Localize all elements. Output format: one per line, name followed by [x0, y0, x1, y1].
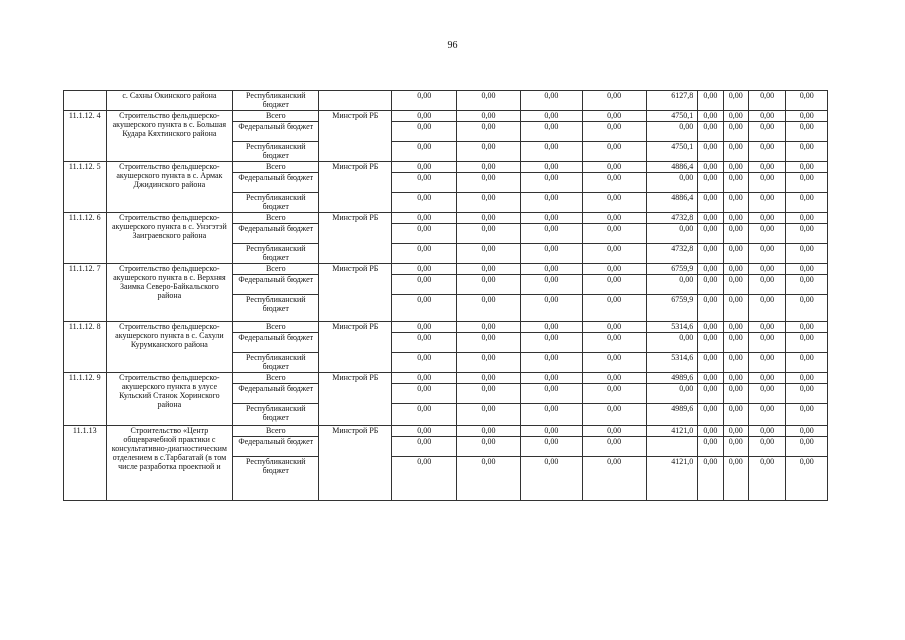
cell-value: 0,00: [392, 384, 457, 404]
cell-code: 11.1.12. 6: [64, 213, 107, 264]
cell-value: 0,00: [582, 91, 646, 111]
cell-value: 0,00: [582, 173, 646, 193]
cell-value: 0,00: [392, 142, 457, 162]
cell-value: 4121,0: [646, 457, 698, 501]
cell-value: 0,00: [698, 457, 723, 501]
cell-value: 0,00: [748, 373, 785, 384]
cell-code: 11.1.13: [64, 426, 107, 501]
cell-value: 0,00: [582, 457, 646, 501]
cell-value: 0,00: [392, 426, 457, 437]
cell-value: 0,00: [723, 426, 748, 437]
cell-executor: Минстрой РБ: [319, 264, 392, 322]
cell-value: 0,00: [698, 426, 723, 437]
cell-value: 0,00: [698, 142, 723, 162]
cell-value: 0,00: [698, 122, 723, 142]
cell-value: 0,00: [392, 353, 457, 373]
cell-executor: Минстрой РБ: [319, 162, 392, 213]
cell-name: Строительство фельдшерско-акушерского пункта в с. Большая Кудара Кяхтинского района: [106, 111, 233, 162]
cell-value: 0,00: [748, 91, 785, 111]
cell-value: 0,00: [723, 91, 748, 111]
cell-value: 0,00: [520, 426, 582, 437]
cell-value: 0,00: [723, 457, 748, 501]
cell-value: 0,00: [646, 224, 698, 244]
cell-source: Всего: [233, 111, 319, 122]
table-row: [64, 373, 828, 384]
cell-value: 0,00: [582, 224, 646, 244]
cell-value: 0,00: [698, 193, 723, 213]
cell-value: 0,00: [457, 333, 521, 353]
cell-value: 0,00: [748, 437, 785, 457]
cell-value: 0,00: [786, 162, 828, 173]
cell-value: 0,00: [392, 457, 457, 501]
cell-value: 0,00: [723, 333, 748, 353]
cell-value: 0,00: [748, 333, 785, 353]
cell-executor: Минстрой РБ: [319, 322, 392, 373]
cell-value: 0,00: [520, 404, 582, 426]
cell-source: Республиканский бюджет: [233, 295, 319, 322]
cell-value: 6127,8: [646, 91, 698, 111]
cell-value: 0,00: [646, 122, 698, 142]
cell-value: 0,00: [520, 264, 582, 275]
cell-value: 4750,1: [646, 142, 698, 162]
cell-value: 0,00: [392, 295, 457, 322]
cell-source: Республиканский бюджет: [233, 193, 319, 213]
cell-value: 0,00: [748, 122, 785, 142]
cell-value: 0,00: [786, 224, 828, 244]
cell-value: 0,00: [786, 122, 828, 142]
cell-executor: Минстрой РБ: [319, 213, 392, 264]
cell-source: Федеральный бюджет: [233, 384, 319, 404]
cell-value: 0,00: [520, 322, 582, 333]
cell-value: 0,00: [698, 91, 723, 111]
cell-value: 0,00: [723, 275, 748, 295]
cell-code: 11.1.12. 5: [64, 162, 107, 213]
cell-value: 0,00: [723, 437, 748, 457]
cell-value: 0,00: [582, 275, 646, 295]
cell-value: 0,00: [457, 353, 521, 373]
cell-value: 0,00: [748, 173, 785, 193]
cell-value: 0,00: [786, 457, 828, 501]
cell-value: 0,00: [457, 404, 521, 426]
cell-value: 0,00: [698, 173, 723, 193]
cell-value: 0,00: [582, 426, 646, 437]
table-body: [64, 91, 828, 501]
cell-value: 0,00: [748, 142, 785, 162]
cell-value: 0,00: [646, 173, 698, 193]
cell-value: 0,00: [582, 244, 646, 264]
cell-value: 0,00: [786, 426, 828, 437]
cell-value: 0,00: [457, 275, 521, 295]
cell-value: 0,00: [786, 353, 828, 373]
cell-source: Республиканский бюджет: [233, 142, 319, 162]
cell-value: 0,00: [582, 264, 646, 275]
cell-value: 0,00: [786, 384, 828, 404]
cell-value: 0,00: [520, 173, 582, 193]
cell-value: 0,00: [698, 111, 723, 122]
cell-source: Республиканский бюджет: [233, 353, 319, 373]
cell-value: 0,00: [520, 244, 582, 264]
cell-source: Республиканский бюджет: [233, 404, 319, 426]
cell-value: 0,00: [723, 384, 748, 404]
cell-value: 6759,9: [646, 264, 698, 275]
cell-value: 0,00: [698, 295, 723, 322]
cell-value: 0,00: [457, 122, 521, 142]
cell-value: 0,00: [748, 213, 785, 224]
cell-value: 0,00: [392, 373, 457, 384]
cell-value: 0,00: [786, 437, 828, 457]
cell-value: 0,00: [457, 173, 521, 193]
cell-source: Всего: [233, 322, 319, 333]
cell-value: 0,00: [748, 353, 785, 373]
cell-value: 4121,0: [646, 426, 698, 437]
cell-value: 0,00: [786, 91, 828, 111]
cell-source: Всего: [233, 162, 319, 173]
cell-value: 0,00: [748, 162, 785, 173]
cell-value: 0,00: [698, 373, 723, 384]
cell-value: 0,00: [698, 213, 723, 224]
cell-value: 0,00: [723, 373, 748, 384]
cell-value: 0,00: [392, 111, 457, 122]
table-row: [64, 322, 828, 333]
cell-value: 0,00: [457, 373, 521, 384]
cell-code: 11.1.12. 9: [64, 373, 107, 426]
cell-value: 0,00: [748, 111, 785, 122]
cell-value: 0,00: [520, 275, 582, 295]
cell-value: 0,00: [582, 373, 646, 384]
cell-value: 0,00: [457, 111, 521, 122]
cell-value: 0,00: [723, 264, 748, 275]
cell-executor: Минстрой РБ: [319, 111, 392, 162]
cell-value: 0,00: [748, 275, 785, 295]
cell-value: [646, 437, 698, 457]
cell-value: 0,00: [582, 162, 646, 173]
cell-value: 0,00: [698, 224, 723, 244]
cell-value: 0,00: [646, 333, 698, 353]
cell-code: 11.1.12. 8: [64, 322, 107, 373]
cell-value: 0,00: [723, 173, 748, 193]
cell-value: 0,00: [457, 142, 521, 162]
cell-source: Федеральный бюджет: [233, 275, 319, 295]
table-row: [64, 111, 828, 122]
table-row: [64, 162, 828, 173]
cell-value: 0,00: [582, 404, 646, 426]
cell-value: 0,00: [646, 275, 698, 295]
cell-value: 0,00: [457, 457, 521, 501]
cell-value: 0,00: [520, 193, 582, 213]
cell-value: 0,00: [698, 162, 723, 173]
cell-value: 4886,4: [646, 193, 698, 213]
cell-value: 0,00: [748, 295, 785, 322]
cell-name: Строительство «Центр общеврачебной практики с консультативно-диагностическим отделением в с.Тарбагатай (в том числе разработка проектной и: [106, 426, 233, 501]
cell-value: 0,00: [786, 213, 828, 224]
cell-value: 0,00: [392, 173, 457, 193]
cell-value: 0,00: [582, 142, 646, 162]
table-row: [64, 213, 828, 224]
cell-value: 0,00: [748, 264, 785, 275]
cell-executor: Минстрой РБ: [319, 426, 392, 501]
cell-value: 0,00: [520, 333, 582, 353]
budget-table: [63, 90, 828, 501]
cell-value: 0,00: [392, 213, 457, 224]
table-row: [64, 426, 828, 437]
cell-value: 0,00: [698, 264, 723, 275]
cell-name: Строительство фельдшерско-акушерского пункта в улусе Кульский Станок Хоринского района: [106, 373, 233, 426]
cell-value: 0,00: [582, 322, 646, 333]
cell-value: 0,00: [582, 295, 646, 322]
cell-source: Республиканский бюджет: [233, 91, 319, 111]
cell-source: Федеральный бюджет: [233, 122, 319, 142]
cell-value: 0,00: [392, 91, 457, 111]
cell-value: 6759,9: [646, 295, 698, 322]
cell-source: Федеральный бюджет: [233, 437, 319, 457]
cell-value: 0,00: [457, 91, 521, 111]
cell-value: 0,00: [723, 162, 748, 173]
cell-value: 5314,6: [646, 353, 698, 373]
cell-name: Строительство фельдшерско-акушерского пункта в с. Верхняя Заимка Северо-Байкальского района: [106, 264, 233, 322]
cell-value: 0,00: [748, 193, 785, 213]
cell-value: 4750,1: [646, 111, 698, 122]
cell-value: 0,00: [786, 142, 828, 162]
cell-value: 0,00: [698, 244, 723, 264]
cell-value: 0,00: [520, 457, 582, 501]
cell-value: 0,00: [520, 142, 582, 162]
cell-value: 4989,6: [646, 404, 698, 426]
cell-value: 0,00: [698, 275, 723, 295]
cell-value: 0,00: [520, 213, 582, 224]
cell-value: 4732,8: [646, 213, 698, 224]
cell-code: [64, 91, 107, 111]
cell-value: 0,00: [748, 384, 785, 404]
cell-value: 0,00: [520, 353, 582, 373]
cell-value: 0,00: [723, 193, 748, 213]
cell-value: 0,00: [786, 193, 828, 213]
cell-value: 0,00: [723, 295, 748, 322]
cell-value: 0,00: [698, 437, 723, 457]
cell-value: 0,00: [786, 404, 828, 426]
cell-value: 0,00: [457, 295, 521, 322]
cell-value: 0,00: [392, 275, 457, 295]
cell-value: 0,00: [392, 224, 457, 244]
cell-value: 0,00: [392, 244, 457, 264]
cell-value: 0,00: [457, 437, 521, 457]
cell-value: 0,00: [698, 384, 723, 404]
cell-source: Федеральный бюджет: [233, 224, 319, 244]
cell-value: 0,00: [392, 322, 457, 333]
cell-name: Строительство фельдшерско-акушерского пункта в с. Унэгэтэй Заиграевского района: [106, 213, 233, 264]
cell-value: 0,00: [582, 384, 646, 404]
cell-value: 0,00: [457, 244, 521, 264]
cell-value: 0,00: [520, 162, 582, 173]
cell-value: 0,00: [786, 173, 828, 193]
cell-source: Федеральный бюджет: [233, 173, 319, 193]
cell-executor: Минстрой РБ: [319, 373, 392, 426]
cell-value: 0,00: [457, 426, 521, 437]
cell-value: 0,00: [392, 264, 457, 275]
cell-value: 0,00: [723, 122, 748, 142]
cell-value: 0,00: [723, 404, 748, 426]
cell-value: 0,00: [723, 322, 748, 333]
cell-value: 0,00: [582, 111, 646, 122]
cell-value: 0,00: [582, 333, 646, 353]
cell-value: 0,00: [457, 322, 521, 333]
cell-value: 0,00: [457, 384, 521, 404]
cell-name: Строительство фельдшерско-акушерского пункта в с. Армак Джидинского района: [106, 162, 233, 213]
cell-value: 0,00: [520, 111, 582, 122]
cell-value: 0,00: [786, 295, 828, 322]
cell-value: 0,00: [520, 384, 582, 404]
cell-value: 0,00: [698, 333, 723, 353]
cell-source: Всего: [233, 373, 319, 384]
cell-value: 4886,4: [646, 162, 698, 173]
cell-value: 0,00: [786, 373, 828, 384]
cell-value: 0,00: [392, 122, 457, 142]
cell-value: 0,00: [646, 384, 698, 404]
cell-value: 0,00: [723, 142, 748, 162]
cell-name: Строительство фельдшерско-акушерского пункта в с. Сахули Курумканского района: [106, 322, 233, 373]
cell-value: 0,00: [582, 193, 646, 213]
cell-value: 0,00: [582, 122, 646, 142]
cell-value: 0,00: [723, 111, 748, 122]
cell-value: 4732,8: [646, 244, 698, 264]
cell-name: с. Сахны Окинского района: [106, 91, 233, 111]
cell-value: 0,00: [723, 224, 748, 244]
table-row: [64, 264, 828, 275]
cell-value: 0,00: [457, 162, 521, 173]
cell-value: 0,00: [698, 353, 723, 373]
cell-value: 0,00: [520, 122, 582, 142]
cell-executor: [319, 91, 392, 111]
cell-source: Всего: [233, 426, 319, 437]
cell-value: 0,00: [723, 213, 748, 224]
cell-value: 0,00: [786, 244, 828, 264]
cell-value: 0,00: [392, 193, 457, 213]
table-row: [64, 91, 828, 111]
cell-value: 0,00: [392, 162, 457, 173]
cell-value: 0,00: [520, 224, 582, 244]
cell-value: 0,00: [786, 275, 828, 295]
cell-code: 11.1.12. 4: [64, 111, 107, 162]
cell-code: 11.1.12. 7: [64, 264, 107, 322]
cell-value: 0,00: [582, 213, 646, 224]
cell-value: 0,00: [520, 437, 582, 457]
cell-value: 0,00: [748, 426, 785, 437]
cell-value: 0,00: [520, 295, 582, 322]
cell-value: 4989,6: [646, 373, 698, 384]
cell-source: Республиканский бюджет: [233, 244, 319, 264]
cell-source: Республиканский бюджет: [233, 457, 319, 501]
cell-value: 0,00: [457, 193, 521, 213]
cell-value: 0,00: [748, 224, 785, 244]
cell-value: 0,00: [723, 353, 748, 373]
cell-value: 0,00: [748, 244, 785, 264]
cell-value: 0,00: [392, 333, 457, 353]
cell-value: 0,00: [582, 437, 646, 457]
cell-value: 0,00: [457, 264, 521, 275]
cell-value: 0,00: [786, 264, 828, 275]
cell-value: 0,00: [520, 373, 582, 384]
cell-value: 0,00: [748, 404, 785, 426]
cell-value: 0,00: [520, 91, 582, 111]
cell-value: 0,00: [698, 404, 723, 426]
cell-value: 0,00: [748, 457, 785, 501]
cell-value: 0,00: [748, 322, 785, 333]
cell-source: Федеральный бюджет: [233, 333, 319, 353]
cell-value: 0,00: [392, 404, 457, 426]
cell-source: Всего: [233, 264, 319, 275]
cell-source: Всего: [233, 213, 319, 224]
cell-value: 0,00: [723, 244, 748, 264]
page-number: 96: [447, 40, 458, 51]
cell-value: 0,00: [457, 213, 521, 224]
cell-value: 0,00: [786, 111, 828, 122]
cell-value: 0,00: [457, 224, 521, 244]
cell-value: 0,00: [786, 333, 828, 353]
cell-value: 0,00: [786, 322, 828, 333]
cell-value: 0,00: [698, 322, 723, 333]
cell-value: 0,00: [582, 353, 646, 373]
cell-value: 5314,6: [646, 322, 698, 333]
cell-value: 0,00: [392, 437, 457, 457]
